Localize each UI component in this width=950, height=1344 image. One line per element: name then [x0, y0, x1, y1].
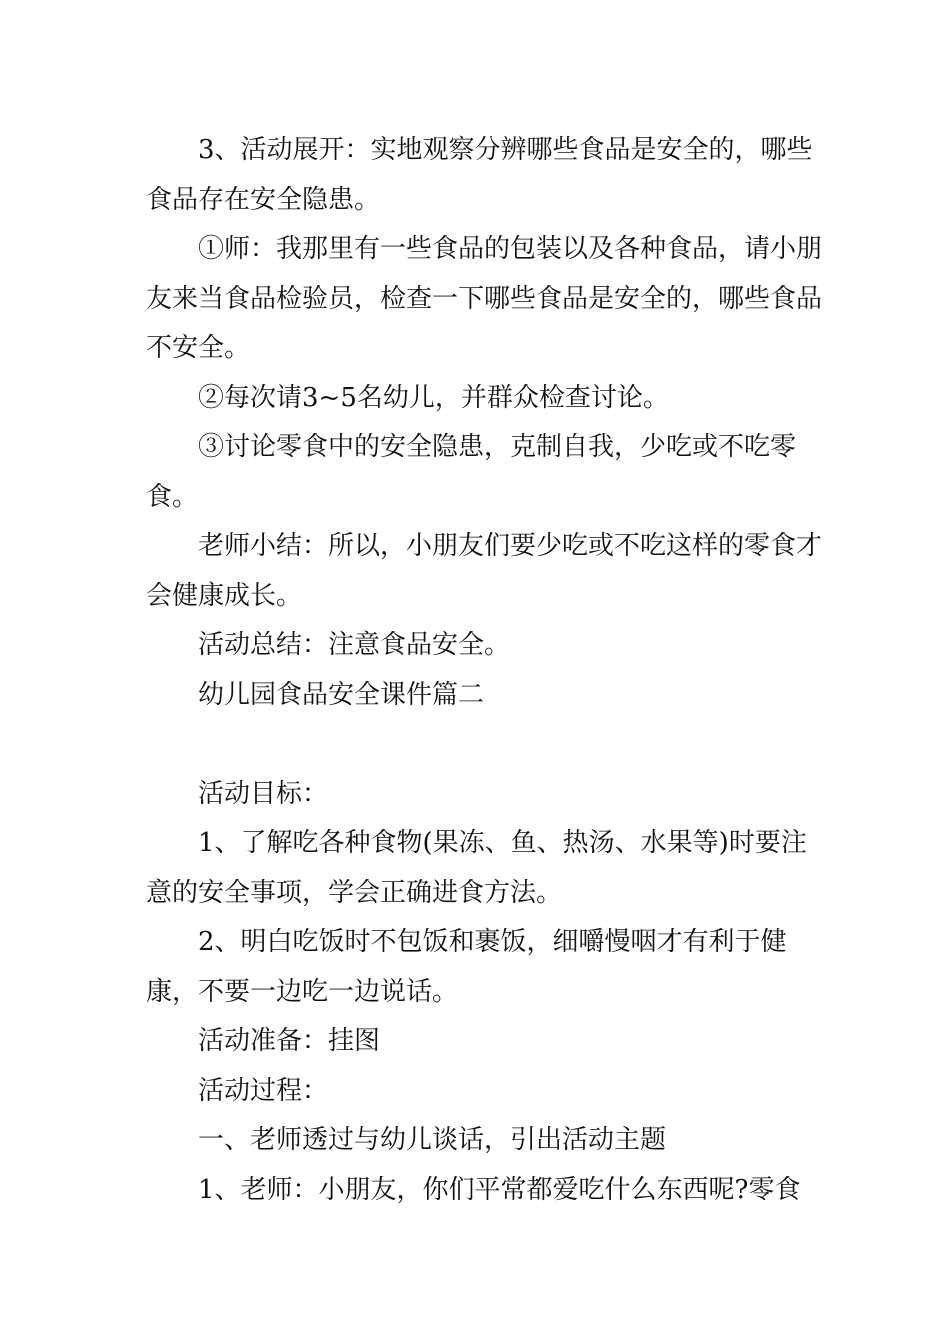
paragraph-goal-1: 1、了解吃各种食物(果冻、鱼、热汤、水果等)时要注意的安全事项，学会正确进食方法。 [146, 828, 807, 908]
section-heading: 幼儿园食品安全课件篇二 [198, 679, 485, 710]
blank-line [146, 720, 830, 770]
paragraph-teacher-instruction: ①师：我那里有一些食品的包装以及各种食品，请小朋友来当食品检验员，检查一下哪些食品是安全的，哪些食品不安全。 [146, 234, 823, 363]
paragraph-group-check: ②每次请3~5名幼儿，并群众检查讨论。 [198, 382, 669, 413]
paragraph-activity-summary: 活动总结：注意食品安全。 [198, 630, 511, 660]
paragraph-teacher-summary: 老师小结：所以，小朋友们要少吃或不吃这样的零食才会健康成长。 [146, 531, 823, 611]
paragraph-goal-2: 2、明白吃饭时不包饭和裹饭，细嚼慢咽才有利于健康，不要一边吃一边说话。 [146, 927, 787, 1007]
paragraph-teacher-question: 1、老师：小朋友，你们平常都爱吃什么东西呢?零食 [198, 1174, 801, 1205]
paragraph-discussion: ③讨论零食中的安全隐患，克制自我，少吃或不吃零食。 [146, 432, 797, 512]
paragraph-activity-process: 活动过程： [198, 1075, 329, 1106]
paragraph-process-step-1: 一、老师透过与幼儿谈话，引出活动主题 [198, 1125, 667, 1155]
paragraph-activity-goals: 活动目标： [198, 778, 329, 809]
paragraph-activity-step-3: 3、活动展开：实地观察分辨哪些食品是安全的，哪些食品存在安全隐患。 [146, 135, 813, 215]
paragraph-activity-preparation: 活动准备：挂图 [198, 1026, 381, 1056]
document-body [146, 126, 830, 1215]
